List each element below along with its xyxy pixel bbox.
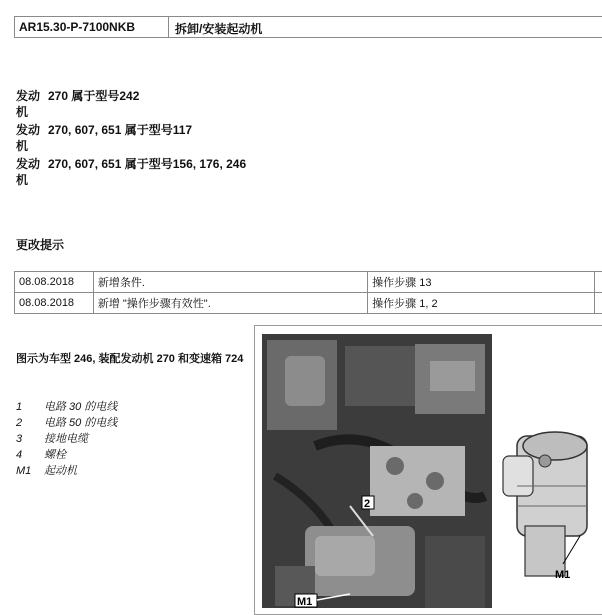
table-row (15, 272, 602, 293)
change-extra (595, 272, 602, 293)
changes-title: 更改提示 (16, 236, 64, 253)
table-row (15, 293, 602, 314)
starter-illustration (255, 326, 602, 608)
legend-item (16, 447, 117, 463)
callout-2-label: 2 (364, 498, 370, 510)
engine-value: 270, 607, 651 属于型号117 (48, 122, 192, 154)
legend-num: 1 (16, 399, 44, 415)
engine-row (16, 88, 316, 120)
starter-figure (254, 325, 602, 615)
legend-num: 2 (16, 415, 44, 431)
engine-label: 发动机 (16, 88, 48, 120)
figure-caption: 图示为车型 246, 装配发动机 270 和变速箱 724 (16, 352, 246, 366)
legend-item (16, 463, 117, 479)
document-code: AR15.30-P-7100NKB (15, 17, 169, 37)
engine-value: 270, 607, 651 属于型号156, 176, 246 (48, 156, 246, 188)
engine-bay-photo (262, 334, 492, 608)
legend-item (16, 415, 117, 431)
legend-text: 电路 30 的电线 (44, 399, 117, 415)
engine-value: 270 属于型号242 (48, 88, 139, 120)
legend-num: M1 (16, 463, 44, 479)
document-header (14, 16, 602, 38)
engine-row (16, 122, 316, 154)
legend-text: 螺栓 (44, 447, 66, 463)
legend-num: 4 (16, 447, 44, 463)
change-steps: 操作步骤 13 (368, 272, 595, 293)
legend-text: 起动机 (44, 463, 77, 479)
change-date: 08.08.2018 (15, 293, 94, 314)
engine-label: 发动机 (16, 122, 48, 154)
legend-text: 电路 50 的电线 (44, 415, 117, 431)
engine-row (16, 156, 316, 188)
figure-legend (16, 399, 117, 479)
starter-motor-drawing (503, 432, 587, 576)
change-date: 08.08.2018 (15, 272, 94, 293)
engine-label: 发动机 (16, 156, 48, 188)
legend-item (16, 431, 117, 447)
change-extra (595, 293, 602, 314)
change-desc: 新增 "操作步骤有效性". (93, 293, 367, 314)
legend-item (16, 399, 117, 415)
document-title: 拆卸/安装起动机 (169, 17, 268, 37)
callout-m1-left-label: M1 (297, 596, 312, 608)
change-steps: 操作步骤 1, 2 (368, 293, 595, 314)
change-desc: 新增条件. (93, 272, 367, 293)
changes-table (14, 271, 602, 314)
callout-m1-right-label: M1 (555, 569, 570, 581)
engine-applicability (16, 88, 316, 190)
legend-num: 3 (16, 431, 44, 447)
legend-text: 接地电缆 (44, 431, 88, 447)
